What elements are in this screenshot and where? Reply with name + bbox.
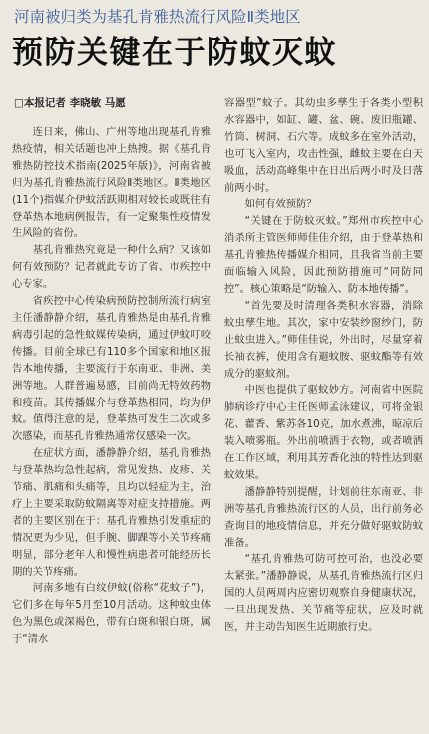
paragraph: “关键在于防蚊灭蚊。”郑州市疾控中心消杀所主管医师师佳佳介绍，由于登革热和基孔肯雅热传播媒介相同，且我省当前主要面临输入风险，因此预防措施可“同防同控”。核心策略是“防输入、防本地传播”。 — [224, 215, 423, 295]
article-column-left — [12, 124, 211, 648]
article-subtitle: 河南被归类为基孔肯雅热流行风险Ⅱ类地区 — [14, 8, 301, 26]
article-byline: □本报记者 李晓敏 马愿 — [14, 97, 126, 109]
paragraph: 潘静静特别提醒，计划前往东南亚、非洲等基孔肯雅热流行区的人员，出行前务必查询目的地疫情信息，并充分做好驱蚊防蚊准备。 — [224, 485, 423, 549]
section-question: 如何有效预防？ — [244, 198, 317, 211]
paragraph: 省疾控中心传染病预防控制所流行病室主任潘静静介绍，基孔肯雅热是由基孔肯雅病毒引起的急性蚊媒传染病，通过伊蚊叮咬传播。目前全球已有110多个国家和地区报告本地传播，主要流行于东南亚、非洲、美洲等地。人群普遍易感，目前尚无特效药物和疫苗。其传播媒介与登革热相同，均为伊蚊。值得注意的是，登革热可发生二次或多次感染，而基孔肯雅热通常仅感染一次。 — [12, 295, 211, 443]
paragraph: 连日来，佛山、广州等地出现基孔肯雅热疫情，相关话题也冲上热搜。据《基孔肯雅热防控技术指南(2025年版)》，河南省被归为基孔肯雅热流行风险Ⅱ类地区。Ⅱ类地区(11个)指媒介伊蚊活跃期相对较长或既往有登革热本地病例报告，有一定聚集性疫情发生风险的省份。 — [12, 126, 211, 240]
article-column-right — [224, 95, 423, 636]
paragraph: “首先要及时清理各类积水容器，消除蚊虫孳生地。其次，家中安装纱窗纱门，防止蚊虫进入。”师佳佳说，外出时，尽量穿着长袖衣裤，使用含有避蚊胺、驱蚊酯等有效成分的驱蚊剂。 — [224, 299, 423, 380]
paragraph: 中医也提供了驱蚊妙方。河南省中医院肺病诊疗中心主任医师孟泳建议，可将金银花、藿香、紫苏各10克，加水煮沸，晾凉后装入喷雾瓶。外出前喷洒于衣物，或者喷洒在工作区域，利用其芳香化浊的特性达到驱蚊效果。 — [224, 384, 423, 481]
paragraph: 容器型”蚊子。其幼虫多孳生于各类小型积水容器中，如缸、罐、盆、碗、废旧瓶罐、竹筒、树洞、石穴等。成蚊多在室外活动，也可飞入室内，攻击性强，雌蚊主要在白天吸血，活动高峰集中在日出后两小时及日落前两小时。 — [224, 97, 423, 194]
paragraph: 河南多地有白纹伊蚊(俗称“花蚊子”)，它们多在每年5月至10月活动。这种蚊虫体色为黑色或深褐色，带有白斑和银白斑，属于“清水 — [12, 582, 211, 646]
paragraph: “基孔肯雅热可防可控可治，也没必要太紧张。”潘静静说，从基孔肯雅热流行区归国的人员两周内应密切观察自身健康状况，一旦出现发热、关节痛等症状，应及时就医，并主动告知医生近期旅行史。 — [224, 553, 423, 634]
article-headline: 预防关键在于防蚊灭蚊 — [12, 35, 337, 71]
paragraph: 基孔肯雅热究竟是一种什么病？又该如何有效预防？记者就此专访了省、市疾控中心专家。 — [12, 244, 211, 291]
paragraph: 在症状方面，潘静静介绍，基孔肯雅热与登革热均急性起病，常见发热、皮疹、关节痛、肌痛和头痛等，且均以轻症为主，治疗上主要采取防蚊隔离等对症支持措施。两者的主要区别在于：基孔肯雅热引发重症的情况更为少见，但手腕、脚踝等小关节疼痛明显，部分老年人和慢性病患者可能经历长期的关节疼痛。 — [12, 447, 211, 578]
